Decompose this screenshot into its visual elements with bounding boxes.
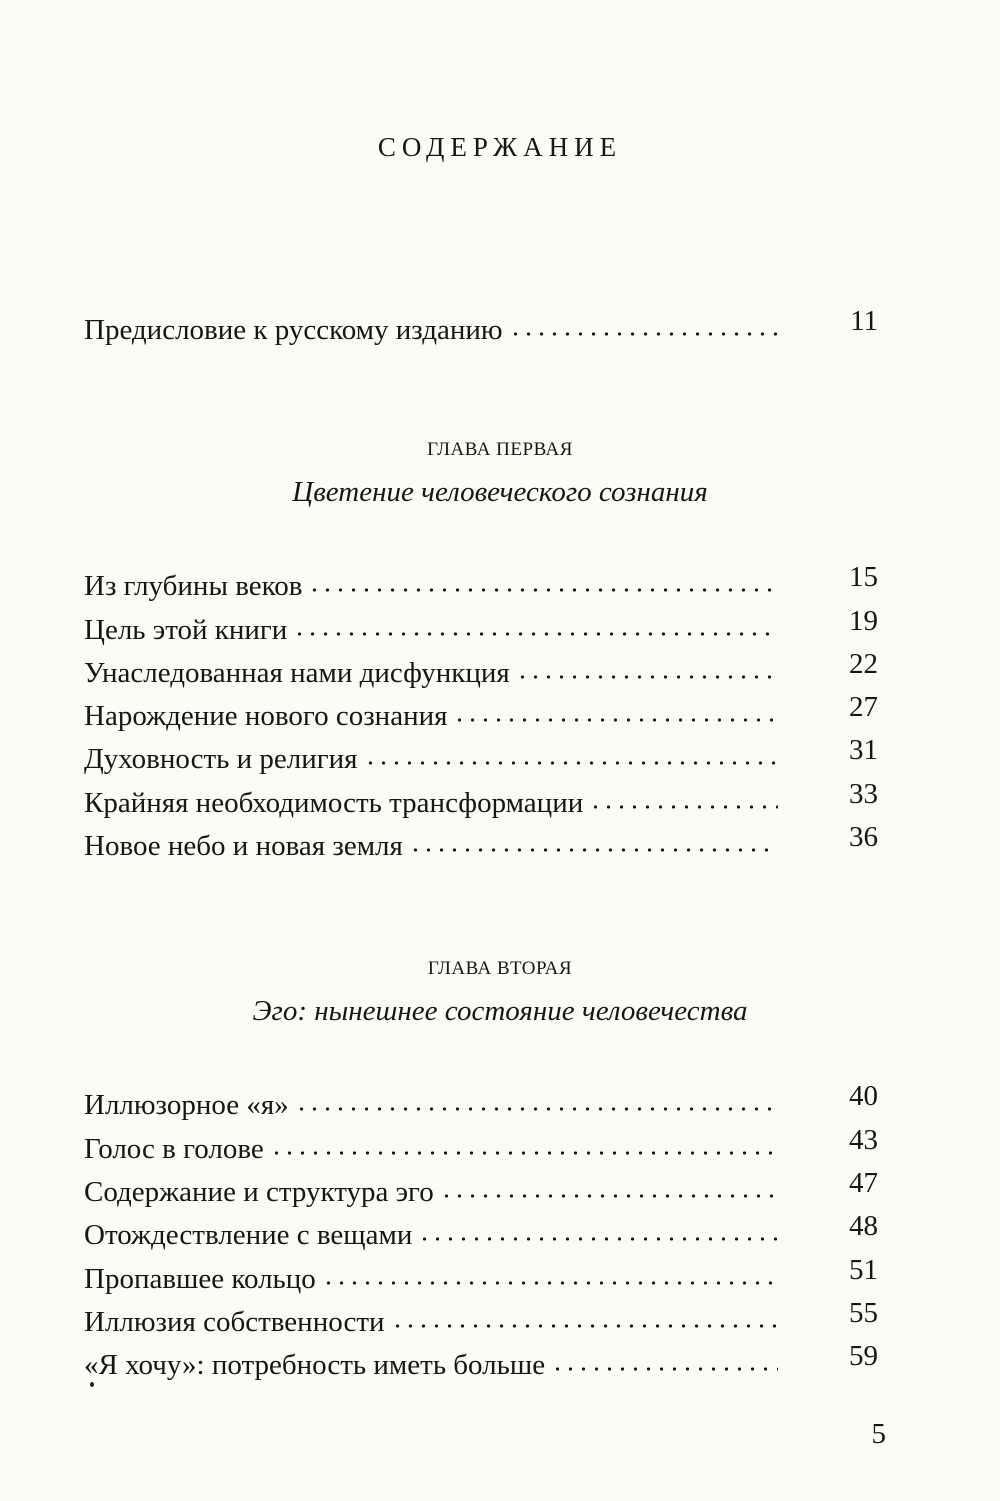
dot-leader (295, 1078, 778, 1114)
toc-entry-page: 47 (849, 1167, 878, 1199)
toc-entry-title: Иллюзорное «я» (84, 1089, 289, 1121)
toc-heading: СОДЕРЖАНИЕ (377, 132, 623, 162)
toc-entry[interactable] (84, 732, 778, 775)
print-speck (90, 1382, 94, 1387)
toc-entry-title: Содержание и структура эго (84, 1176, 434, 1208)
toc-entry[interactable] (84, 689, 778, 732)
toc-entry-title: Нарождение нового сознания (84, 700, 448, 732)
toc-entry-title: Предисловие к русскому изданию (84, 314, 503, 346)
toc-entry-title: Из глубины веков (84, 570, 303, 602)
dot-leader (364, 732, 778, 768)
toc-entry-page: 36 (849, 821, 878, 853)
chapter-title: Цветение человеческого сознания (292, 476, 708, 508)
toc-entry-title: Духовность и религия (84, 743, 358, 775)
toc-entry-page: 40 (849, 1080, 878, 1112)
toc-entry-page: 43 (849, 1124, 878, 1156)
dot-leader (322, 1252, 778, 1288)
toc-entry[interactable] (84, 776, 778, 819)
toc-entry[interactable] (84, 1122, 778, 1165)
toc-entry-title: Новое небо и новая земля (84, 830, 403, 862)
toc-entry-page: 19 (849, 605, 878, 637)
toc-entry-title: «Я хочу»: потребность иметь больше (84, 1349, 546, 1381)
toc-entry[interactable] (84, 1252, 778, 1295)
toc-entry[interactable] (84, 1208, 778, 1251)
toc-entry[interactable] (84, 1338, 778, 1381)
toc-entry-title: Цель этой книги (84, 614, 288, 646)
toc-entry[interactable] (84, 646, 778, 689)
page-folio: 5 (871, 1418, 886, 1450)
toc-entry-page: 22 (849, 648, 878, 680)
toc-entry[interactable] (84, 819, 778, 862)
dot-leader (391, 1295, 778, 1331)
chapter-label: ГЛАВА ПЕРВАЯ (427, 439, 573, 460)
dot-leader (551, 1338, 778, 1374)
dot-leader (516, 646, 778, 682)
dot-leader (509, 303, 778, 339)
toc-entry-page: 15 (849, 561, 878, 593)
toc-entry-page: 33 (849, 778, 878, 810)
toc-entry[interactable] (84, 1295, 778, 1338)
dot-leader (270, 1122, 778, 1158)
toc-entry-title: Крайняя необходимость трансформации (84, 787, 584, 819)
toc-entry-page: 55 (849, 1297, 878, 1329)
toc-entry[interactable] (84, 1078, 778, 1121)
chapter-label: ГЛАВА ВТОРАЯ (427, 958, 573, 979)
toc-entry-page: 31 (849, 734, 878, 766)
toc-entry-title: Иллюзия собственности (84, 1306, 385, 1338)
toc-entry-title: Пропавшее кольцо (84, 1263, 316, 1295)
dot-leader (453, 689, 778, 725)
toc-entry-page: 59 (849, 1340, 878, 1372)
dot-leader (589, 776, 778, 812)
toc-entry-title: Унаследованная нами дисфункция (84, 657, 510, 689)
dot-leader (409, 819, 778, 855)
toc-entry-preface[interactable] (84, 303, 778, 346)
chapter-title: Эго: нынешнее состояние человечества (252, 995, 748, 1027)
toc-entry[interactable] (84, 1165, 778, 1208)
toc-entry[interactable] (84, 559, 778, 602)
toc-entry-page: 48 (849, 1210, 878, 1242)
dot-leader (418, 1208, 778, 1244)
toc-entry[interactable] (84, 603, 778, 646)
toc-entry-title: Голос в голове (84, 1133, 264, 1165)
toc-entry-page: 27 (849, 691, 878, 723)
toc-entry-page: 11 (850, 305, 878, 337)
dot-leader (440, 1165, 778, 1201)
toc-entry-title: Отождествление с вещами (84, 1219, 413, 1251)
dot-leader (293, 603, 778, 639)
dot-leader (308, 559, 778, 595)
toc-entry-page: 51 (849, 1254, 878, 1286)
